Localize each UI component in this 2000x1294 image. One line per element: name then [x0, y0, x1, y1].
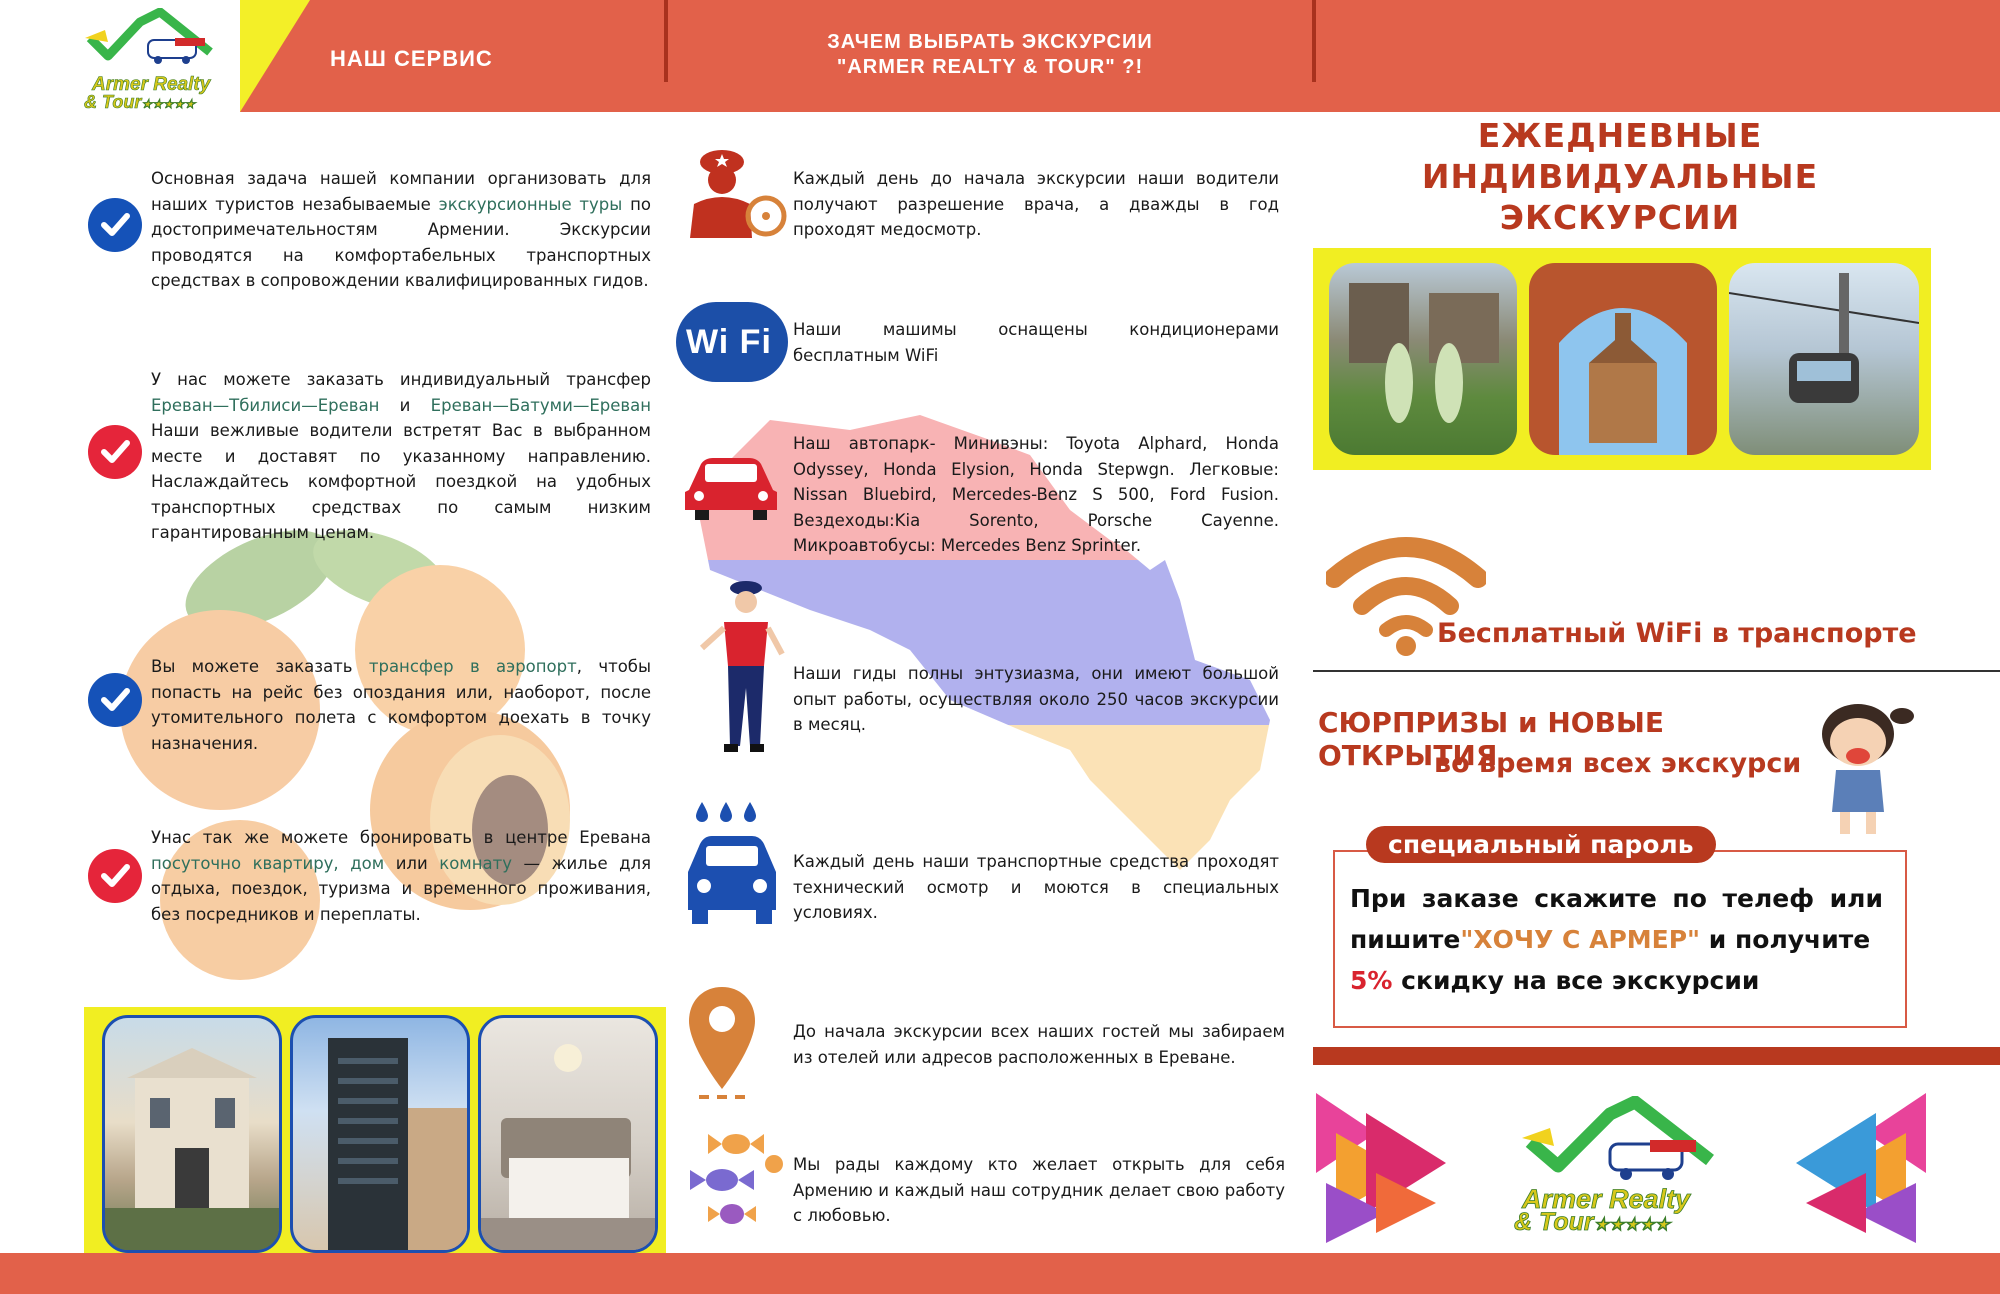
left-p2-text-a: У нас можете заказать индивидуальный трансфер: [151, 370, 651, 389]
section-title-why-line2: "ARMER REALTY & TOUR" ?!: [836, 56, 1144, 78]
promo-text: [1350, 878, 1883, 1001]
red-car-icon: [681, 450, 781, 520]
middle-text-6: До начала экскурсии всех наших гостей мы забираем из отелей или адресов расположенных в Ереване.: [793, 1022, 1285, 1067]
surprise-line-1: СЮРПРИЗЫ и НОВЫЕ ОТКРЫТИЯ: [1318, 706, 1665, 772]
decor-triangles-left: [1316, 1093, 1456, 1243]
section-title-why-line1: ЗАЧЕМ ВЫБРАТЬ ЭКСКУРСИИ: [827, 31, 1153, 53]
link-apartment-house[interactable]: посуточно квартиру, дом: [151, 853, 385, 873]
photo-hotel-room[interactable]: [478, 1015, 658, 1253]
left-paragraph-1: [151, 166, 651, 294]
left-p4-text-a: Унас так же можете бронировать в центре Еревана: [151, 828, 651, 847]
link-excursion-tours[interactable]: экскурсионные туры: [438, 194, 623, 214]
daily-title-line2: ИНДИВИДУАЛЬНЫЕ: [1421, 157, 1819, 196]
middle-text-2: Наши машимы оснащены кондиционерами бесплатным WiFi: [793, 320, 1279, 365]
footer-logo-line1: Armer Realty: [1522, 1184, 1691, 1214]
footer-logo-stars-icon: ★★★★★: [1593, 1215, 1670, 1234]
daily-excursions-title: [1330, 115, 1910, 238]
footer-logo[interactable]: [1510, 1096, 1740, 1236]
section-title-service: НАШ СЕРВИС: [330, 46, 493, 71]
promo-discount: 5%: [1350, 966, 1393, 995]
wifi-logo-label: Wi Fi: [686, 322, 772, 361]
wifi-logo-icon: [676, 302, 788, 382]
left-paragraph-2: [151, 367, 651, 546]
left-p2-text-b: Наши вежливые водители встретят Вас в выбранном месте и доставят по указанному направлению. Наслаждайтесь комфортной поездкой на удобных транспортных средствах по самым низким гарантированным ценам.: [151, 421, 651, 542]
left-p4-text-b: — жилье для отдыха, поездок, туризма и временного проживания, без посредников и переплаты.: [151, 853, 652, 924]
header-divider-2: [1312, 0, 1316, 82]
middle-text-7: Мы рады каждому кто желает открыть для себя Армению и каждый наш сотрудник делает свою работу с любовью.: [793, 1155, 1285, 1225]
left-p3-text-b: , чтобы попасть на рейс без опоздания или, наоборот, после утомительного полета с комфортом доехать в точку назначения.: [151, 657, 651, 753]
photo-fortress-dancers[interactable]: [1329, 263, 1517, 455]
driver-icon: [686, 148, 790, 240]
logo-text-line1: Armer Realty: [92, 74, 211, 95]
middle-text-4: Наши гиды полны энтузиазма, они имеют большой опыт работы, осуществляя около 250 часов экскурсии в месяц.: [793, 664, 1279, 734]
daily-title-line3: ЭКСКУРСИИ: [1499, 198, 1741, 237]
link-airport-transfer[interactable]: трансфер в аэропорт: [368, 657, 577, 676]
left-p1-text-a: Основная задача нашей компании организовать для наших туристов незабываемые: [151, 169, 651, 214]
logo-text-line2: [84, 92, 195, 113]
left-p4-text-mid: или: [384, 853, 440, 873]
middle-text-1: Каждый день до начала экскурсии наши водители получают разрешение врача, а дважды в год проходят медосмотр.: [793, 169, 1279, 239]
logo-stars-icon: ★★★★★: [141, 97, 196, 111]
check-icon-2: [88, 425, 142, 479]
middle-text-5: Каждый день наши транспортные средства проходят технический осмотр и моются в специальных условиях.: [793, 852, 1279, 922]
link-room[interactable]: комнату: [439, 853, 513, 873]
check-icon-1: [88, 198, 142, 252]
password-badge: специальный пароль: [1366, 826, 1716, 863]
location-pin-icon: [687, 985, 757, 1109]
link-route-batumi[interactable]: Ереван—Батуми—Ереван: [430, 395, 651, 415]
header-divider-1: [664, 0, 668, 82]
apricot-illustration: [110, 500, 670, 1060]
footer-logo-tour: & Tour: [1514, 1208, 1594, 1236]
surprise-line-2: во время всех экскурси: [1434, 748, 1802, 779]
link-route-tbilisi[interactable]: Ереван—Тбилиси—Ереван: [151, 395, 380, 415]
guide-icon: [694, 578, 794, 758]
promo-code: "ХОЧУ С АРМЕР": [1460, 925, 1701, 954]
promo-text-part1: При заказе скажите по телеф или пишите: [1350, 884, 1883, 954]
photo-church-arch[interactable]: [1529, 263, 1717, 455]
photo-hotel-tower[interactable]: [290, 1015, 470, 1253]
left-p2-text-mid: и: [379, 395, 431, 415]
right-red-stripe: [1313, 1047, 2000, 1065]
header-logo[interactable]: [80, 8, 250, 112]
cartoon-girl-icon: [1806, 700, 1916, 840]
left-paragraph-3: [151, 654, 651, 756]
logo-yellow-stripe: [240, 0, 310, 112]
promo-text-part3: скидку на все экскурсии: [1392, 966, 1760, 995]
logo-house-icon: [80, 8, 250, 68]
right-divider: [1313, 670, 2000, 672]
logo-text-tour: & Tour: [84, 92, 142, 112]
left-p1-text-b: по достопримечательностям Армении. Экскурсии проводятся на комфортабельных транспортных средствах в сопровождении квалифицированных гидов.: [151, 194, 651, 290]
photo-villa[interactable]: [102, 1015, 282, 1253]
photo-cable-car[interactable]: [1729, 263, 1919, 455]
footer-logo-line2: [1514, 1208, 1670, 1237]
footer-bar: [0, 1253, 2000, 1294]
decor-triangles-right: [1786, 1093, 1926, 1243]
car-wash-icon: [682, 802, 782, 932]
check-icon-4: [88, 849, 142, 903]
promo-text-part2: и получите: [1700, 925, 1871, 954]
candy-icon: [678, 1130, 788, 1230]
free-wifi-caption: Бесплатный WiFi в транспорте: [1437, 618, 1917, 649]
middle-text-3: Наш автопарк- Минивэны: Toyota Alphard, Honda Odyssey, Honda Elysion, Honda Stepwgn. Легковые: Nissan Bluebird, Mercedes-Benz S 500, Ford Fusion. Вездеходы:Kia Sorento, Porsche Cayenne. Микроавтобусы: Mercedes Benz Sprinter.: [793, 434, 1279, 555]
daily-title-line1: ЕЖЕДНЕВНЫЕ: [1477, 116, 1763, 155]
section-title-why: [670, 30, 1310, 80]
left-paragraph-4: [151, 825, 651, 927]
left-p3-text-a: Вы можете заказать: [151, 657, 369, 676]
footer-logo-house-icon: [1510, 1096, 1740, 1186]
check-icon-3: [88, 673, 142, 727]
